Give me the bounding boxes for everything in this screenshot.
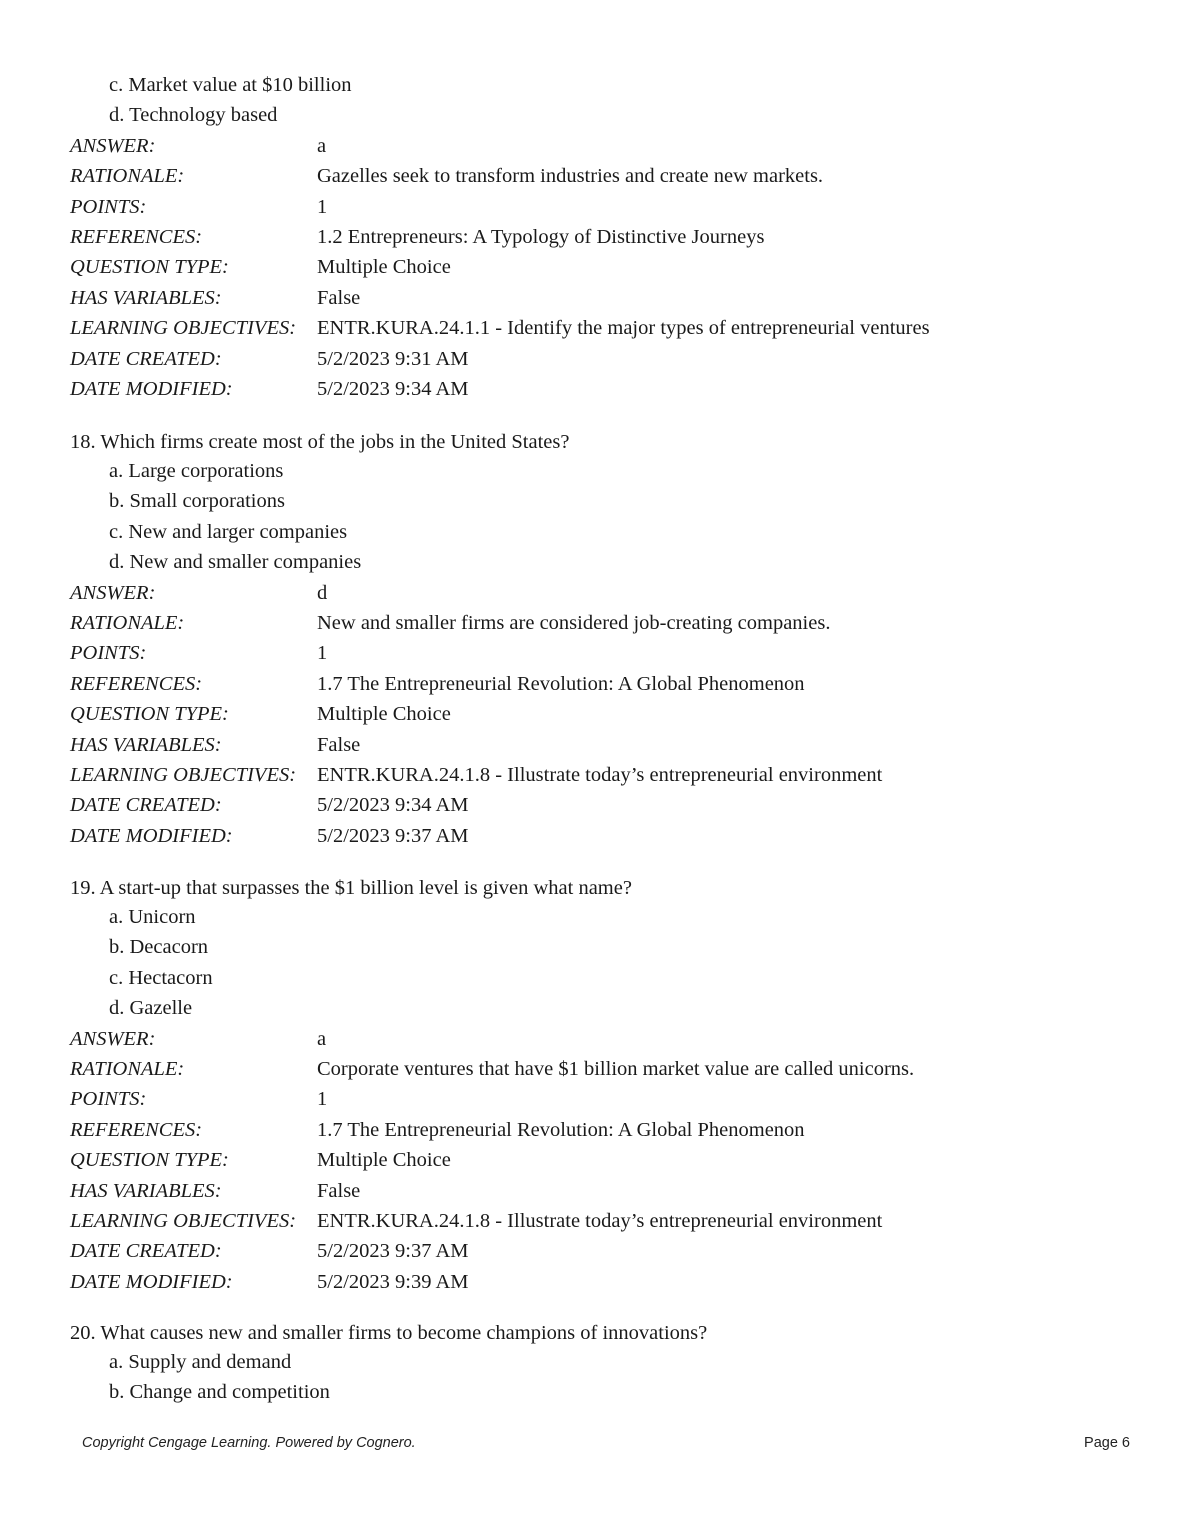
points-value: 1 xyxy=(317,195,328,218)
rationale-value: New and smaller firms are considered job-creating companies. xyxy=(317,611,831,634)
rationale-row xyxy=(70,1054,1130,1084)
question-type-row xyxy=(70,699,1130,729)
question-type-row xyxy=(70,252,1130,282)
learning-objectives-value: ENTR.KURA.24.1.8 - Illustrate today’s entrepreneurial environment xyxy=(317,1209,883,1232)
points-row xyxy=(70,192,1130,222)
has-variables-row xyxy=(70,730,1130,760)
question-type-label: QUESTION TYPE: xyxy=(70,703,229,726)
learning-objectives-label: LEARNING OBJECTIVES: xyxy=(70,317,297,340)
date-modified-row xyxy=(70,1267,1130,1297)
option-list xyxy=(70,456,1130,578)
answer-value: d xyxy=(317,581,328,604)
date-created-value: 5/2/2023 9:34 AM xyxy=(317,794,469,817)
question-metadata xyxy=(70,131,1130,405)
rationale-value: Gazelles seek to transform industries and create new markets. xyxy=(317,165,824,188)
learning-objectives-row xyxy=(70,313,1130,343)
date-created-label: DATE CREATED: xyxy=(70,347,222,370)
question-stem: 18. Which firms create most of the jobs in the United States? xyxy=(70,431,570,453)
has-variables-label: HAS VARIABLES: xyxy=(70,733,222,756)
answer-value: a xyxy=(317,1027,327,1050)
page-footer xyxy=(82,1432,1130,1454)
learning-objectives-row xyxy=(70,1206,1130,1236)
date-created-row xyxy=(70,344,1130,374)
answer-row xyxy=(70,131,1130,161)
date-created-label: DATE CREATED: xyxy=(70,794,222,817)
has-variables-row xyxy=(70,1176,1130,1206)
points-value: 1 xyxy=(317,642,328,665)
date-modified-label: DATE MODIFIED: xyxy=(70,1270,233,1293)
date-modified-row xyxy=(70,821,1130,851)
answer-row xyxy=(70,578,1130,608)
answer-label: ANSWER: xyxy=(70,581,156,604)
question-20 xyxy=(70,1319,1130,1408)
references-label: REFERENCES: xyxy=(70,672,203,695)
option-b: b. Decacorn xyxy=(109,936,209,959)
learning-objectives-label: LEARNING OBJECTIVES: xyxy=(70,763,297,786)
date-created-row xyxy=(70,790,1130,820)
answer-value: a xyxy=(317,134,327,157)
answer-label: ANSWER: xyxy=(70,134,156,157)
points-value: 1 xyxy=(317,1088,328,1111)
has-variables-value: False xyxy=(317,286,361,309)
date-created-value: 5/2/2023 9:31 AM xyxy=(317,347,469,370)
option-d: d. New and smaller companies xyxy=(109,551,362,574)
references-row xyxy=(70,669,1130,699)
option-list xyxy=(70,70,1130,131)
date-modified-label: DATE MODIFIED: xyxy=(70,824,233,847)
copyright-notice: Copyright Cengage Learning. Powered by Cognero. xyxy=(82,1435,416,1451)
references-row xyxy=(70,222,1130,252)
rationale-label: RATIONALE: xyxy=(70,165,185,188)
date-created-label: DATE CREATED: xyxy=(70,1240,222,1263)
date-modified-label: DATE MODIFIED: xyxy=(70,377,233,400)
option-a: a. Supply and demand xyxy=(109,1351,292,1373)
date-modified-row xyxy=(70,374,1130,404)
answer-row xyxy=(70,1024,1130,1054)
references-label: REFERENCES: xyxy=(70,1118,203,1141)
date-modified-value: 5/2/2023 9:37 AM xyxy=(317,824,469,847)
has-variables-label: HAS VARIABLES: xyxy=(70,1179,222,1202)
points-row xyxy=(70,638,1130,668)
has-variables-value: False xyxy=(317,733,361,756)
option-c: c. Market value at $10 billion xyxy=(109,74,352,96)
learning-objectives-label: LEARNING OBJECTIVES: xyxy=(70,1209,297,1232)
question-stem: 19. A start-up that surpasses the $1 billion level is given what name? xyxy=(70,877,632,899)
references-label: REFERENCES: xyxy=(70,225,203,248)
question-type-value: Multiple Choice xyxy=(317,1149,451,1172)
rationale-label: RATIONALE: xyxy=(70,1057,185,1080)
question-metadata xyxy=(70,1024,1130,1298)
option-c: c. New and larger companies xyxy=(109,520,348,543)
learning-objectives-row xyxy=(70,760,1130,790)
question-18 xyxy=(70,428,1130,851)
option-b: b. Small corporations xyxy=(109,490,285,513)
question-type-label: QUESTION TYPE: xyxy=(70,256,229,279)
answer-label: ANSWER: xyxy=(70,1027,156,1050)
option-d: d. Gazelle xyxy=(109,997,193,1020)
question-type-label: QUESTION TYPE: xyxy=(70,1149,229,1172)
option-a: a. Unicorn xyxy=(109,906,196,928)
references-value: 1.7 The Entrepreneurial Revolution: A Global Phenomenon xyxy=(317,1118,805,1141)
question-type-row xyxy=(70,1145,1130,1175)
references-value: 1.2 Entrepreneurs: A Typology of Distinctive Journeys xyxy=(317,225,765,248)
has-variables-value: False xyxy=(317,1179,361,1202)
date-modified-value: 5/2/2023 9:39 AM xyxy=(317,1270,469,1293)
question-metadata xyxy=(70,578,1130,852)
rationale-value: Corporate ventures that have $1 billion market value are called unicorns. xyxy=(317,1057,915,1080)
question-19 xyxy=(70,874,1130,1297)
references-row xyxy=(70,1115,1130,1145)
question-stem: 20. What causes new and smaller firms to become champions of innovations? xyxy=(70,1322,708,1344)
page-number: Page 6 xyxy=(1084,1435,1130,1451)
date-created-value: 5/2/2023 9:37 AM xyxy=(317,1240,469,1263)
option-a: a. Large corporations xyxy=(109,460,284,482)
option-c: c. Hectacorn xyxy=(109,966,213,989)
question-type-value: Multiple Choice xyxy=(317,703,451,726)
points-label: POINTS: xyxy=(70,642,147,665)
date-created-row xyxy=(70,1236,1130,1266)
learning-objectives-value: ENTR.KURA.24.1.8 - Illustrate today’s entrepreneurial environment xyxy=(317,763,883,786)
option-list xyxy=(70,1347,1130,1408)
rationale-label: RATIONALE: xyxy=(70,611,185,634)
points-row xyxy=(70,1084,1130,1114)
question-17-tail xyxy=(70,70,1130,404)
option-list xyxy=(70,902,1130,1024)
has-variables-row xyxy=(70,283,1130,313)
option-b: b. Change and competition xyxy=(109,1381,330,1404)
points-label: POINTS: xyxy=(70,195,147,218)
rationale-row xyxy=(70,161,1130,191)
references-value: 1.7 The Entrepreneurial Revolution: A Global Phenomenon xyxy=(317,672,805,695)
question-type-value: Multiple Choice xyxy=(317,256,451,279)
points-label: POINTS: xyxy=(70,1088,147,1111)
learning-objectives-value: ENTR.KURA.24.1.1 - Identify the major types of entrepreneurial ventures xyxy=(317,317,930,340)
rationale-row xyxy=(70,608,1130,638)
has-variables-label: HAS VARIABLES: xyxy=(70,286,222,309)
date-modified-value: 5/2/2023 9:34 AM xyxy=(317,377,469,400)
option-d: d. Technology based xyxy=(109,104,278,127)
